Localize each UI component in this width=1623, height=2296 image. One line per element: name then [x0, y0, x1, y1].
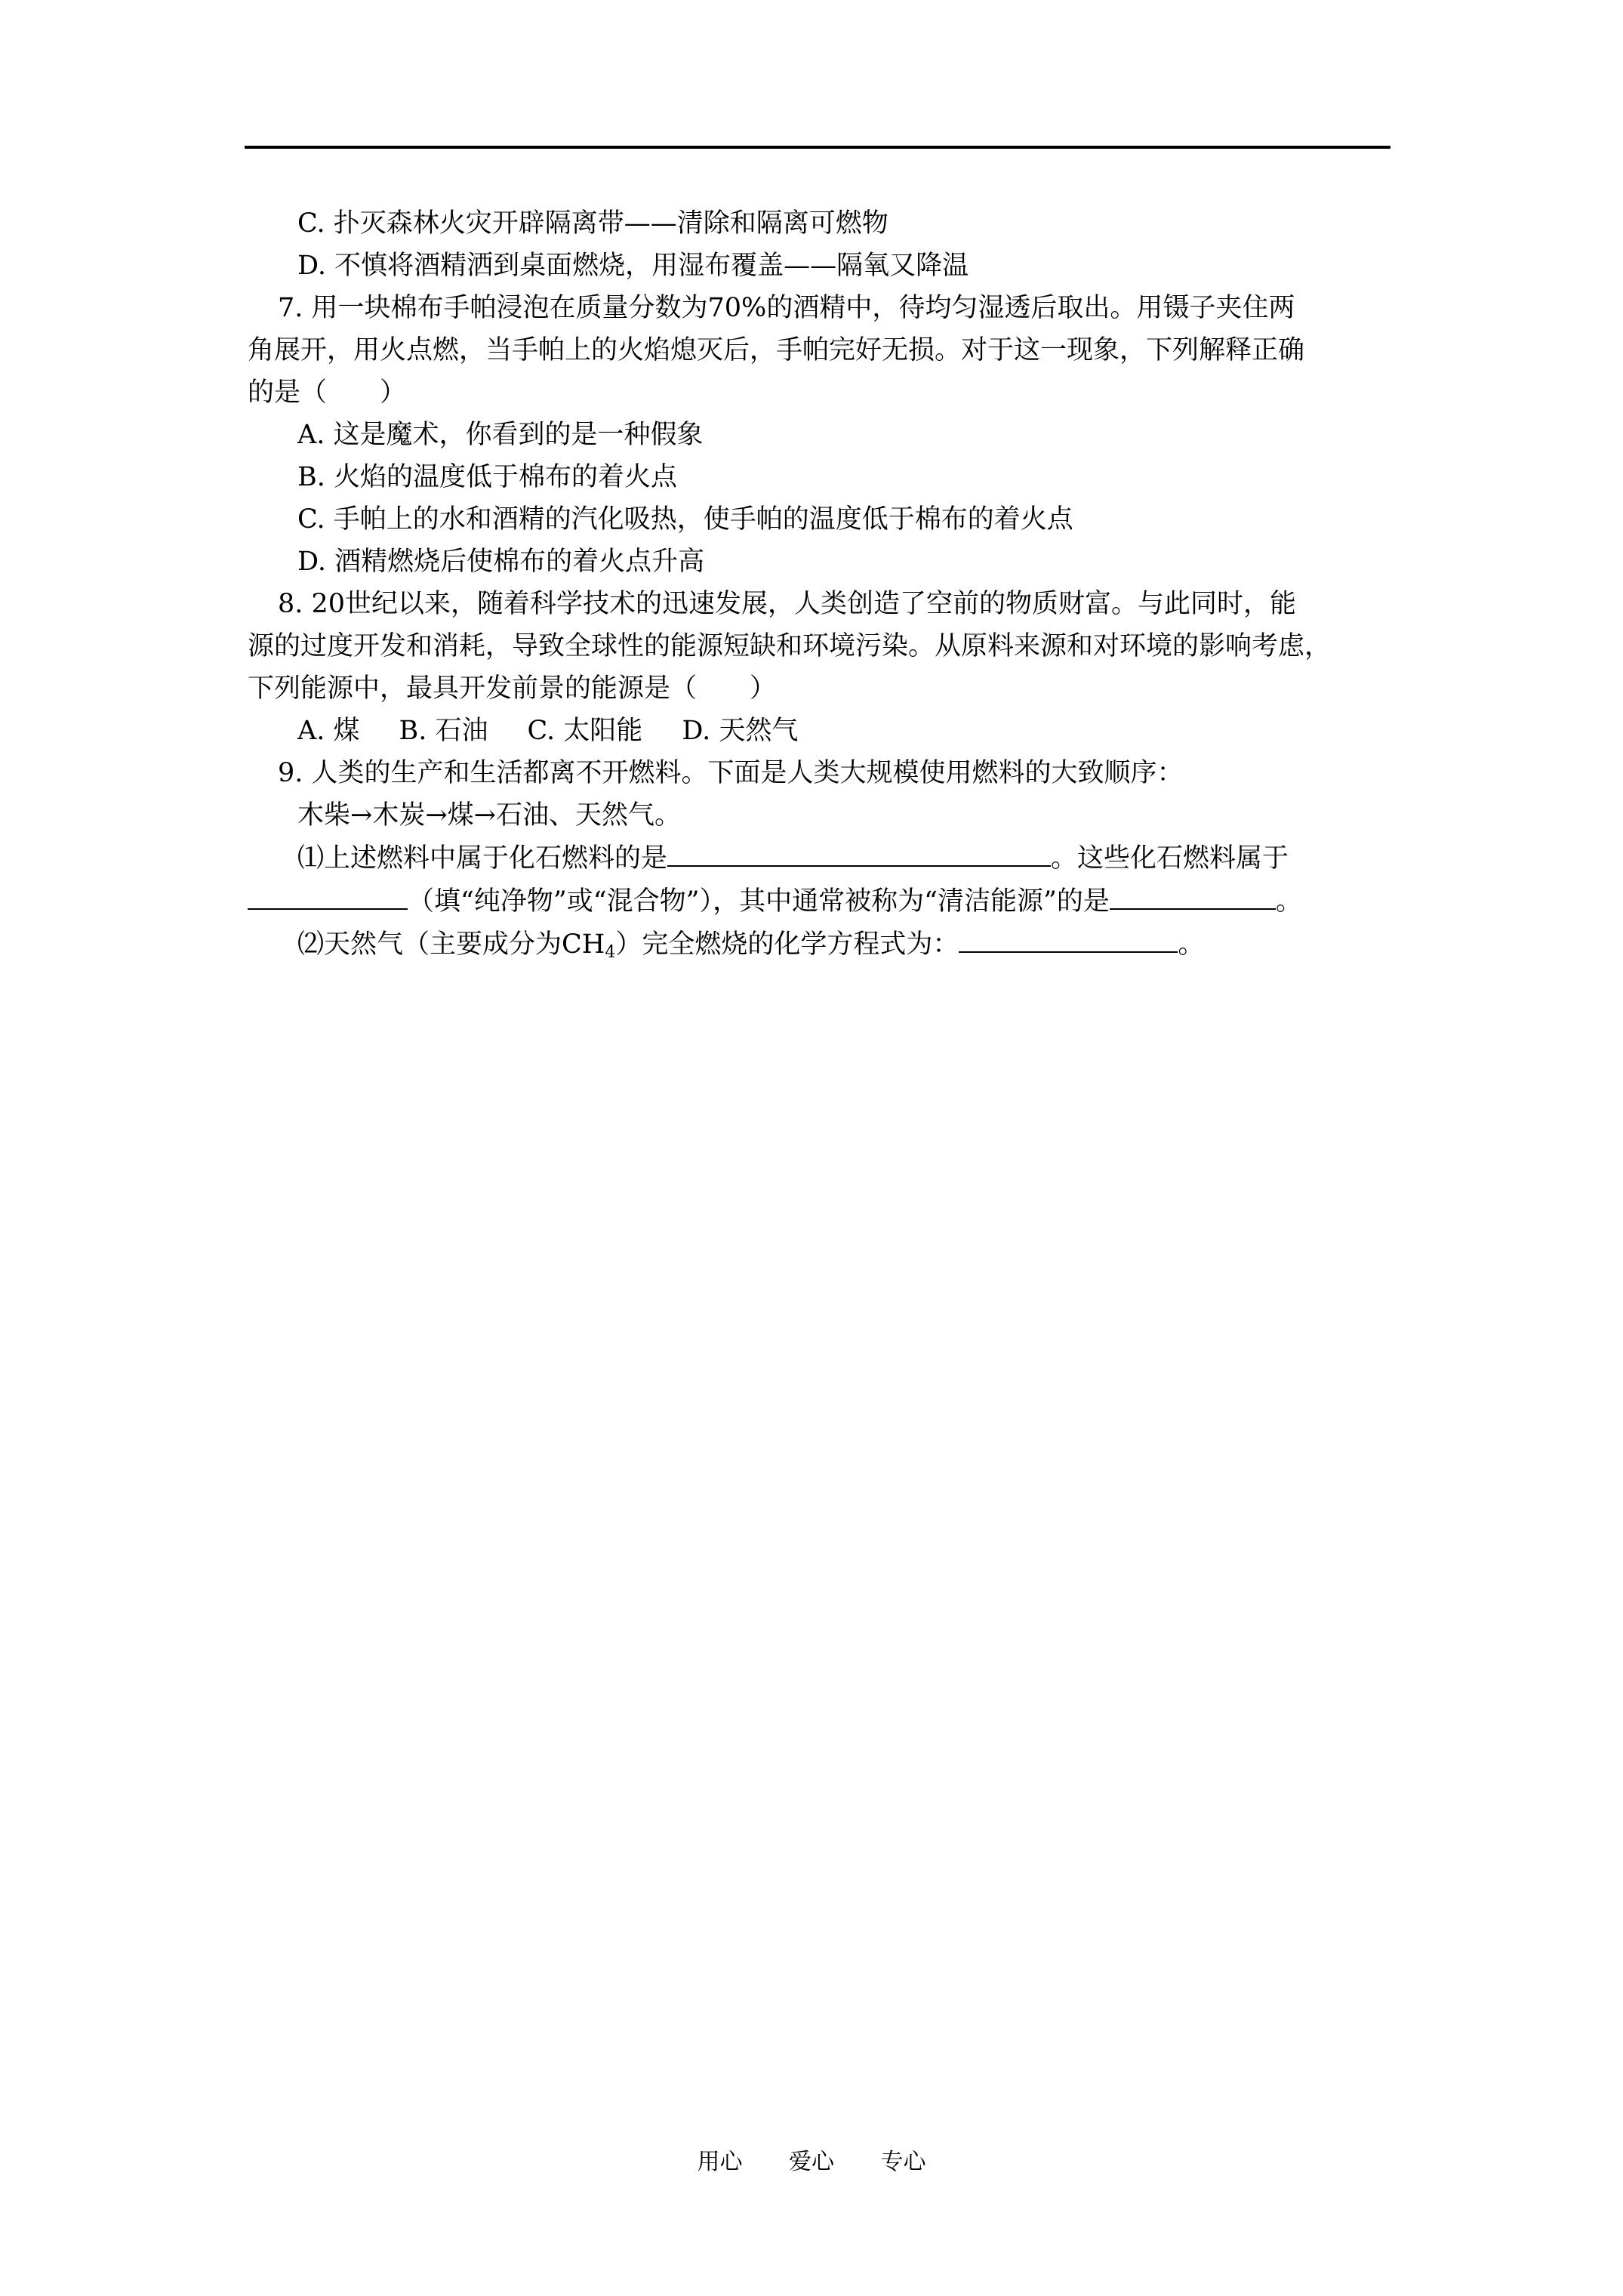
answer-blank-substance-type[interactable] — [248, 880, 408, 910]
answer-blank-equation[interactable] — [959, 923, 1178, 953]
answer-blank-clean-energy[interactable] — [1110, 880, 1276, 910]
q7-stem-line-2: 角展开，用火点燃，当手帕上的火焰熄灭后，手帕完好无损。对于这一现象，下列解释正确 — [248, 335, 1305, 365]
q6-option-c: C. 扑灭森林火灾开辟隔离带——清除和隔离可燃物 — [297, 208, 888, 239]
q6-option-d: D. 不慎将酒精洒到桌面燃烧，用湿布覆盖——隔氧又降温 — [297, 251, 969, 281]
q8-option-a: A. 煤 — [297, 716, 360, 746]
q9-part-1-line-2 — [248, 880, 1455, 923]
q9-part-1-text-d: 。 — [1275, 886, 1302, 917]
q9-part-1-line-1 — [248, 837, 1455, 880]
q9-part-2-text-a: ⑵天然气（主要成分为CH — [297, 929, 605, 960]
q9-part-1-text-a: ⑴上述燃料中属于化石燃料的是 — [297, 843, 668, 874]
footer-word-3: 专心 — [880, 2149, 926, 2175]
q8-option-c: C. 太阳能 — [527, 716, 643, 746]
page-footer — [0, 2143, 1623, 2176]
q7-option-c: C. 手帕上的水和酒精的汽化吸热，使手帕的温度低于棉布的着火点 — [297, 504, 1073, 535]
q8-stem-line-2: 源的过度开发和消耗，导致全球性的能源短缺和环境污染。从原料来源和对环境的影响考虑， — [248, 631, 1332, 661]
q8-stem-line-1: 8. 20世纪以来，随着科学技术的迅速发展，人类创造了空前的物质财富。与此同时，能 — [278, 589, 1297, 619]
q7-option-b: B. 火焰的温度低于棉布的着火点 — [297, 462, 677, 492]
q8-options — [248, 710, 1455, 752]
q7-stem-line-1: 7. 用一块棉布手帕浸泡在质量分数为70%的酒精中，待均匀湿透后取出。用镊子夹住两 — [278, 293, 1295, 323]
footer-word-1: 用心 — [697, 2149, 743, 2175]
q7-stem-line-3: 的是（ ） — [248, 378, 407, 408]
q9-part-2-subscript: 4 — [605, 943, 616, 962]
q9-part-2-text-c: 。 — [1178, 929, 1205, 960]
q7-option-d: D. 酒精燃烧后使棉布的着火点升高 — [297, 547, 705, 577]
q8-option-b: B. 石油 — [399, 716, 488, 746]
footer-word-2: 爱心 — [789, 2149, 834, 2175]
q9-part-2-line — [248, 923, 1455, 974]
q8-option-d: D. 天然气 — [682, 716, 799, 746]
q9-part-1-text-b: 。这些化石燃料属于 — [1051, 843, 1289, 874]
q9-fuel-sequence: 木柴→木炭→煤→石油、天然气。 — [297, 800, 681, 831]
q9-part-2-text-b: ）完全燃烧的化学方程式为： — [615, 929, 959, 960]
q8-stem-line-3: 下列能源中，最具开发前景的能源是（ ） — [248, 673, 777, 704]
q9-stem-line-1: 9. 人类的生产和生活都离不开燃料。下面是人类大规模使用燃料的大致顺序： — [278, 758, 1184, 788]
q7-option-a: A. 这是魔术，你看到的是一种假象 — [297, 420, 704, 450]
answer-blank-fossil-fuels[interactable] — [667, 837, 1051, 867]
header-rule — [245, 146, 1390, 149]
question-content — [248, 202, 1455, 974]
q9-part-1-text-c: （填“纯净物”或“混合物”），其中通常被称为“清洁能源”的是 — [408, 886, 1110, 917]
